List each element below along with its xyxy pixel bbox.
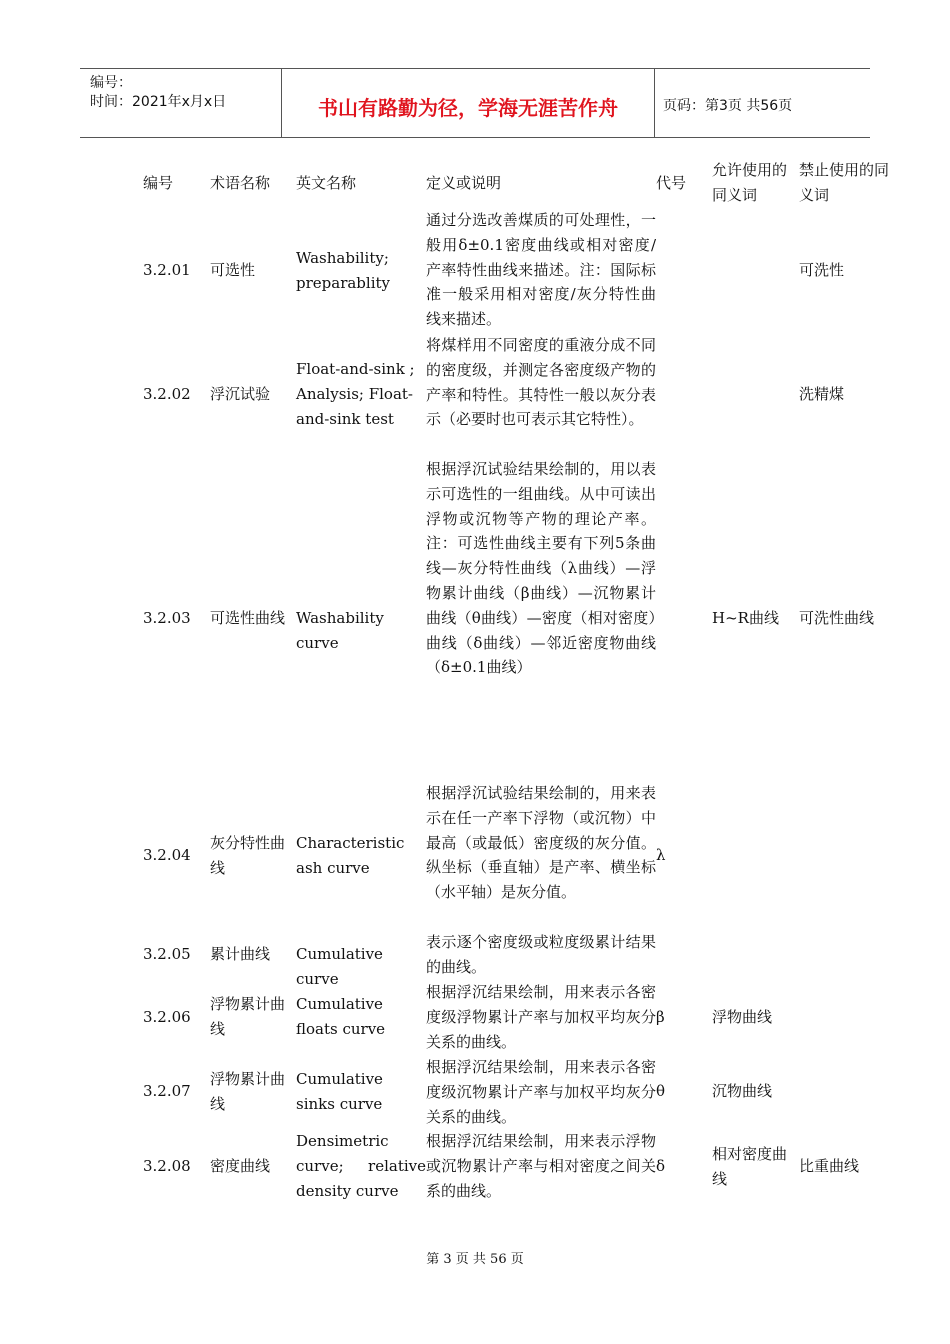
header-meta-cell — [80, 69, 282, 137]
header-motto-cell — [282, 69, 655, 137]
doc-date: 时间：2021年x月x日 — [90, 94, 227, 110]
row-number: 3.2.02 — [143, 385, 191, 403]
column-header-term: 术语名称 — [210, 174, 271, 192]
column-header-definition: 定义或说明 — [426, 174, 502, 192]
row-term: 可选性曲线 — [210, 609, 286, 627]
row-forbidden-synonym: 比重曲线 — [799, 1157, 860, 1175]
row-english: Washability curve — [296, 609, 384, 652]
row-term: 浮物累计曲线 — [210, 995, 286, 1038]
row-term: 浮沉试验 — [210, 385, 271, 403]
row-definition: 通过分选改善煤质的可处理性，一般用δ±0.1密度曲线或相对密度/产率特性曲线来描述。注：国际标准一般采用相对密度/灰分特性曲线来描述。 — [426, 211, 656, 329]
row-definition: 根据浮沉试验结果绘制的，用以表示可选性的一组曲线。从中可读出浮物或沉物等产物的理论产率。注：可选性曲线主要有下列5条曲线—灰分特性曲线（λ曲线）—浮物累计曲线（β曲线）—沉物累计曲线（θ曲线）—密度（相对密度）曲线（δ曲线）—邻近密度物曲线（δ±0.1曲线） — [426, 460, 656, 677]
row-english: Cumulative sinks curve — [296, 1070, 383, 1113]
row-allowed-synonym: H~R曲线 — [712, 609, 779, 627]
row-english: Washability; preparablity — [296, 249, 391, 292]
page-header — [80, 68, 870, 138]
row-number: 3.2.05 — [143, 945, 191, 963]
row-number: 3.2.08 — [143, 1157, 191, 1175]
motto: 书山有路勤为径，学海无涯苦作舟 — [318, 96, 618, 120]
row-number: 3.2.07 — [143, 1082, 191, 1100]
column-header-code: 代号 — [656, 174, 687, 192]
column-header-no: 编号 — [143, 174, 174, 192]
column-header-english: 英文名称 — [296, 174, 357, 192]
row-code: δ — [656, 1157, 666, 1175]
column-header-forbidden: 禁止使用的同义词 — [799, 161, 890, 204]
row-code: θ — [656, 1082, 666, 1100]
row-definition: 根据浮沉结果绘制，用来表示各密度级浮物累计产率与加权平均灰分关系的曲线。 — [426, 983, 656, 1051]
row-number: 3.2.06 — [143, 1008, 191, 1026]
row-forbidden-synonym: 洗精煤 — [799, 385, 845, 403]
row-forbidden-synonym: 可洗性曲线 — [799, 609, 875, 627]
column-header-synonym: 允许使用的同义词 — [712, 161, 788, 204]
row-english: Densimetric curve; relative density curve — [296, 1132, 426, 1200]
row-term: 累计曲线 — [210, 945, 271, 963]
row-definition: 根据浮沉结果绘制，用来表示各密度级沉物累计产率与加权平均灰分关系的曲线。 — [426, 1058, 656, 1126]
row-number: 3.2.01 — [143, 261, 191, 279]
row-term: 密度曲线 — [210, 1157, 271, 1175]
header-page-cell — [655, 69, 870, 137]
row-number: 3.2.04 — [143, 846, 191, 864]
row-allowed-synonym: 沉物曲线 — [712, 1082, 773, 1100]
row-english: Cumulative curve — [296, 945, 383, 988]
row-term: 灰分特性曲线 — [210, 834, 286, 877]
row-definition: 根据浮沉结果绘制，用来表示浮物或沉物累计产率与相对密度之间关系的曲线。 — [426, 1132, 656, 1200]
row-english: Float-and-sink ; Analysis; Float-and-sink test — [296, 360, 415, 428]
row-english: Characteristic ash curve — [296, 834, 405, 877]
row-definition: 根据浮沉试验结果绘制的，用来表示在任一产率下浮物（或沉物）中最高（或最低）密度级的灰分值。纵坐标（垂直轴）是产率、横坐标（水平轴）是灰分值。 — [426, 784, 656, 902]
row-number: 3.2.03 — [143, 609, 191, 627]
doc-number-label: 编号： — [90, 75, 132, 91]
row-term: 浮物累计曲线 — [210, 1070, 286, 1113]
row-definition: 将煤样用不同密度的重液分成不同的密度级，并测定各密度级产物的产率和特性。其特性一般以灰分表示（必要时也可表示其它特性）。 — [426, 336, 656, 429]
row-english: Cumulative floats curve — [296, 995, 386, 1038]
row-allowed-synonym: 浮物曲线 — [712, 1008, 773, 1026]
row-forbidden-synonym: 可洗性 — [799, 261, 845, 279]
row-term: 可选性 — [210, 261, 256, 279]
row-code: λ — [656, 846, 666, 864]
row-allowed-synonym: 相对密度曲线 — [712, 1145, 788, 1188]
page-footer: 第 3 页 共 56 页 — [426, 1252, 524, 1267]
row-code: β — [656, 1008, 665, 1026]
row-definition: 表示逐个密度级或粒度级累计结果的曲线。 — [426, 933, 656, 976]
page-info: 页码：第3页 共56页 — [663, 98, 793, 114]
